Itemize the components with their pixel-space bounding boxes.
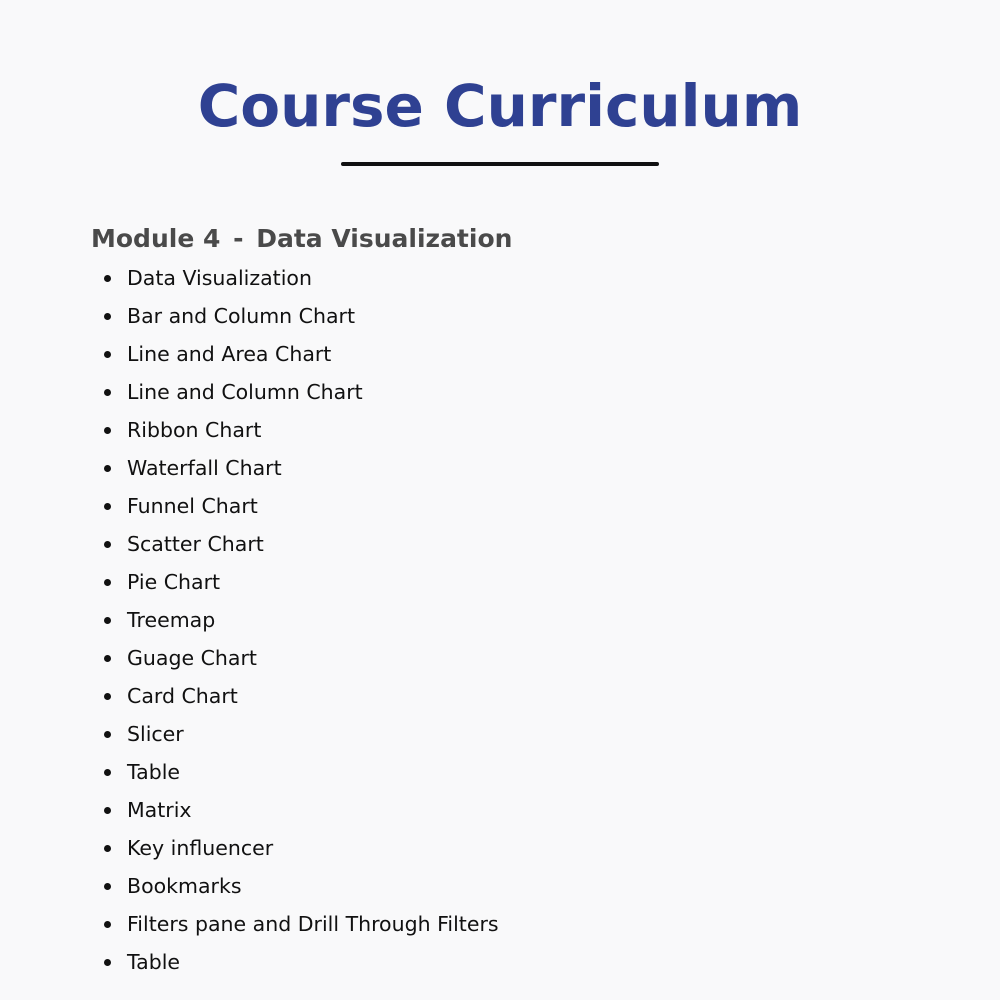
topic-label: Pie Chart	[127, 570, 221, 594]
list-item	[104, 335, 499, 373]
topic-list	[104, 259, 499, 981]
bullet-icon	[104, 693, 111, 700]
topic-label: Table	[127, 760, 181, 784]
module-name: Data Visualization	[256, 224, 513, 253]
bullet-icon	[104, 427, 111, 434]
bullet-icon	[104, 579, 111, 586]
topic-label: Line and Area Chart	[127, 342, 332, 366]
topic-label: Line and Column Chart	[127, 380, 363, 404]
topic-label: Data Visualization	[127, 266, 312, 290]
module-heading	[91, 222, 512, 256]
list-item	[104, 829, 499, 867]
topic-label: Treemap	[127, 608, 216, 632]
bullet-icon	[104, 275, 111, 282]
bullet-icon	[104, 503, 111, 510]
list-item	[104, 753, 499, 791]
list-item	[104, 259, 499, 297]
list-item	[104, 601, 499, 639]
topic-label: Ribbon Chart	[127, 418, 262, 442]
list-item	[104, 943, 499, 981]
topic-label: Bar and Column Chart	[127, 304, 356, 328]
bullet-icon	[104, 769, 111, 776]
list-item	[104, 411, 499, 449]
topic-label: Filters pane and Drill Through Filters	[127, 912, 499, 936]
list-item	[104, 487, 499, 525]
list-item	[104, 449, 499, 487]
bullet-icon	[104, 313, 111, 320]
bullet-icon	[104, 959, 111, 966]
topic-label: Scatter Chart	[127, 532, 264, 556]
topic-label: Slicer	[127, 722, 184, 746]
topic-label: Waterfall Chart	[127, 456, 282, 480]
topic-label: Matrix	[127, 798, 192, 822]
bullet-icon	[104, 845, 111, 852]
topic-label: Card Chart	[127, 684, 238, 708]
title-divider	[341, 162, 659, 166]
list-item	[104, 297, 499, 335]
page-title: Course Curriculum	[197, 72, 803, 140]
bullet-icon	[104, 617, 111, 624]
list-item	[104, 791, 499, 829]
bullet-icon	[104, 807, 111, 814]
module-separator: -	[233, 224, 244, 253]
bullet-icon	[104, 541, 111, 548]
bullet-icon	[104, 731, 111, 738]
list-item	[104, 867, 499, 905]
topic-label: Guage Chart	[127, 646, 257, 670]
bullet-icon	[104, 389, 111, 396]
list-item	[104, 715, 499, 753]
module-number: Module 4	[91, 224, 221, 253]
topic-label: Funnel Chart	[127, 494, 258, 518]
bullet-icon	[104, 921, 111, 928]
bullet-icon	[104, 883, 111, 890]
bullet-icon	[104, 465, 111, 472]
list-item	[104, 905, 499, 943]
list-item	[104, 677, 499, 715]
list-item	[104, 639, 499, 677]
topic-label: Key influencer	[127, 836, 274, 860]
list-item	[104, 373, 499, 411]
bullet-icon	[104, 655, 111, 662]
topic-label: Bookmarks	[127, 874, 242, 898]
bullet-icon	[104, 351, 111, 358]
topic-label: Table	[127, 950, 181, 974]
list-item	[104, 563, 499, 601]
list-item	[104, 525, 499, 563]
